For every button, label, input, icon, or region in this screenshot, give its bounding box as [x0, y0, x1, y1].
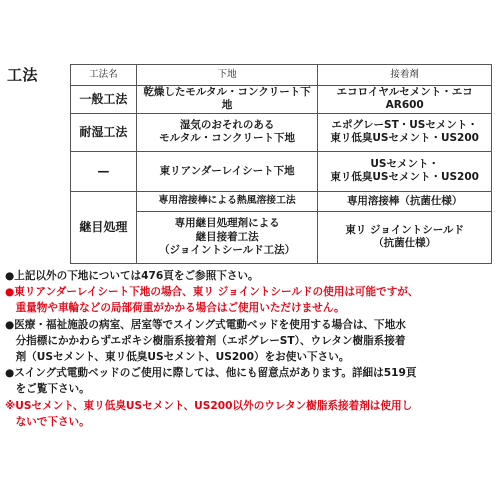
method-cell: —: [71, 151, 137, 191]
adhesive-cell: [318, 86, 492, 114]
section-title: 工法: [7, 66, 39, 84]
table-row: [71, 151, 492, 191]
note-line: 分指標にかかわらずエポキシ樹脂系接着剤（エポグレーST）、ウレタン樹脂系接着: [5, 334, 406, 347]
note-line: ※USセメント、東リ低臭USセメント、US200以外のウレタン樹脂系接着剤は使用し: [5, 399, 413, 412]
note-line: ●スイング式電動ベッドのご使用に際しては、他にも留意点があります。詳細は519頁: [5, 367, 417, 380]
note-item: [5, 284, 495, 316]
note-line: ●東リアンダーレイシート下地の場合、東リ ジョイントシールドの使用は可能ですが、: [5, 286, 419, 299]
note-item: [5, 317, 495, 366]
cell-line: 乾燥したモルタル・コンクリート下地: [143, 86, 311, 112]
method-cell: 継目処理: [71, 191, 137, 263]
cell-line: （抗菌仕様）: [373, 237, 437, 250]
cell-line: エコロイヤルセメント・エコAR600: [336, 86, 473, 112]
note-line: 重量物や車輪などの局部荷重がかかる場合はご使用いただけません。: [5, 302, 345, 315]
cell-line: 継目接着工法: [195, 230, 259, 243]
substrate-cell: [136, 86, 318, 114]
note-line: をご覧下さい。: [5, 383, 90, 396]
cell-line: （ジョイントシールド工法）: [159, 244, 296, 257]
adhesive-cell: [318, 113, 492, 151]
table-row: [71, 113, 492, 151]
table-row: [71, 191, 492, 211]
note-item: [5, 398, 495, 430]
note-line: ないで下さい。: [5, 415, 90, 428]
substrate-cell: [136, 151, 318, 191]
cell-line: 東リアンダーレイシート下地: [159, 164, 295, 177]
method-cell: 一般工法: [71, 86, 137, 114]
note-line: ●医療・福祉施設の病室、居室等でスイング式電動ベッドを使用する場合は、下地水: [5, 318, 406, 331]
substrate-cell: [136, 191, 318, 211]
substrate-cell: [136, 113, 318, 151]
table-row: [71, 86, 492, 114]
header-method: 工法名: [71, 65, 137, 86]
header-adhesive: 接着剤: [318, 65, 492, 86]
note-line: ●上記以外の下地については476頁をご参照下さい。: [5, 270, 259, 282]
notes: [5, 268, 495, 430]
table-header-row: [71, 65, 492, 86]
cell-line: 東リ ジョイントシールド: [345, 223, 465, 236]
cell-line: 湿気のおそれのある: [179, 118, 275, 131]
method-cell: 耐湿工法: [71, 113, 137, 151]
adhesive-cell: [318, 211, 492, 263]
header-substrate: 下地: [136, 65, 318, 86]
note-item: [5, 268, 495, 284]
adhesive-cell: [318, 191, 492, 211]
cell-line: 専用溶接棒による熱風溶接工法: [158, 195, 296, 207]
adhesive-cell: [318, 151, 492, 191]
cell-line: 東リ低臭USセメント・US200: [330, 171, 479, 184]
substrate-cell: [136, 211, 318, 263]
cell-line: エポグレーST・USセメント・: [331, 118, 478, 131]
cell-line: 専用溶接棒（抗菌仕様）: [346, 194, 463, 207]
note-line: 剤（USセメント、東リ低臭USセメント、US200）をお使い下さい。: [5, 351, 350, 364]
cell-line: モルタル・コンクリート下地: [159, 132, 296, 145]
cell-line: USセメント・: [370, 157, 439, 170]
cell-line: 専用継目処理剤による: [174, 217, 280, 230]
note-item: [5, 365, 495, 397]
cell-line: 東リ低臭USセメント・US200: [330, 132, 479, 145]
method-table: [70, 64, 492, 264]
